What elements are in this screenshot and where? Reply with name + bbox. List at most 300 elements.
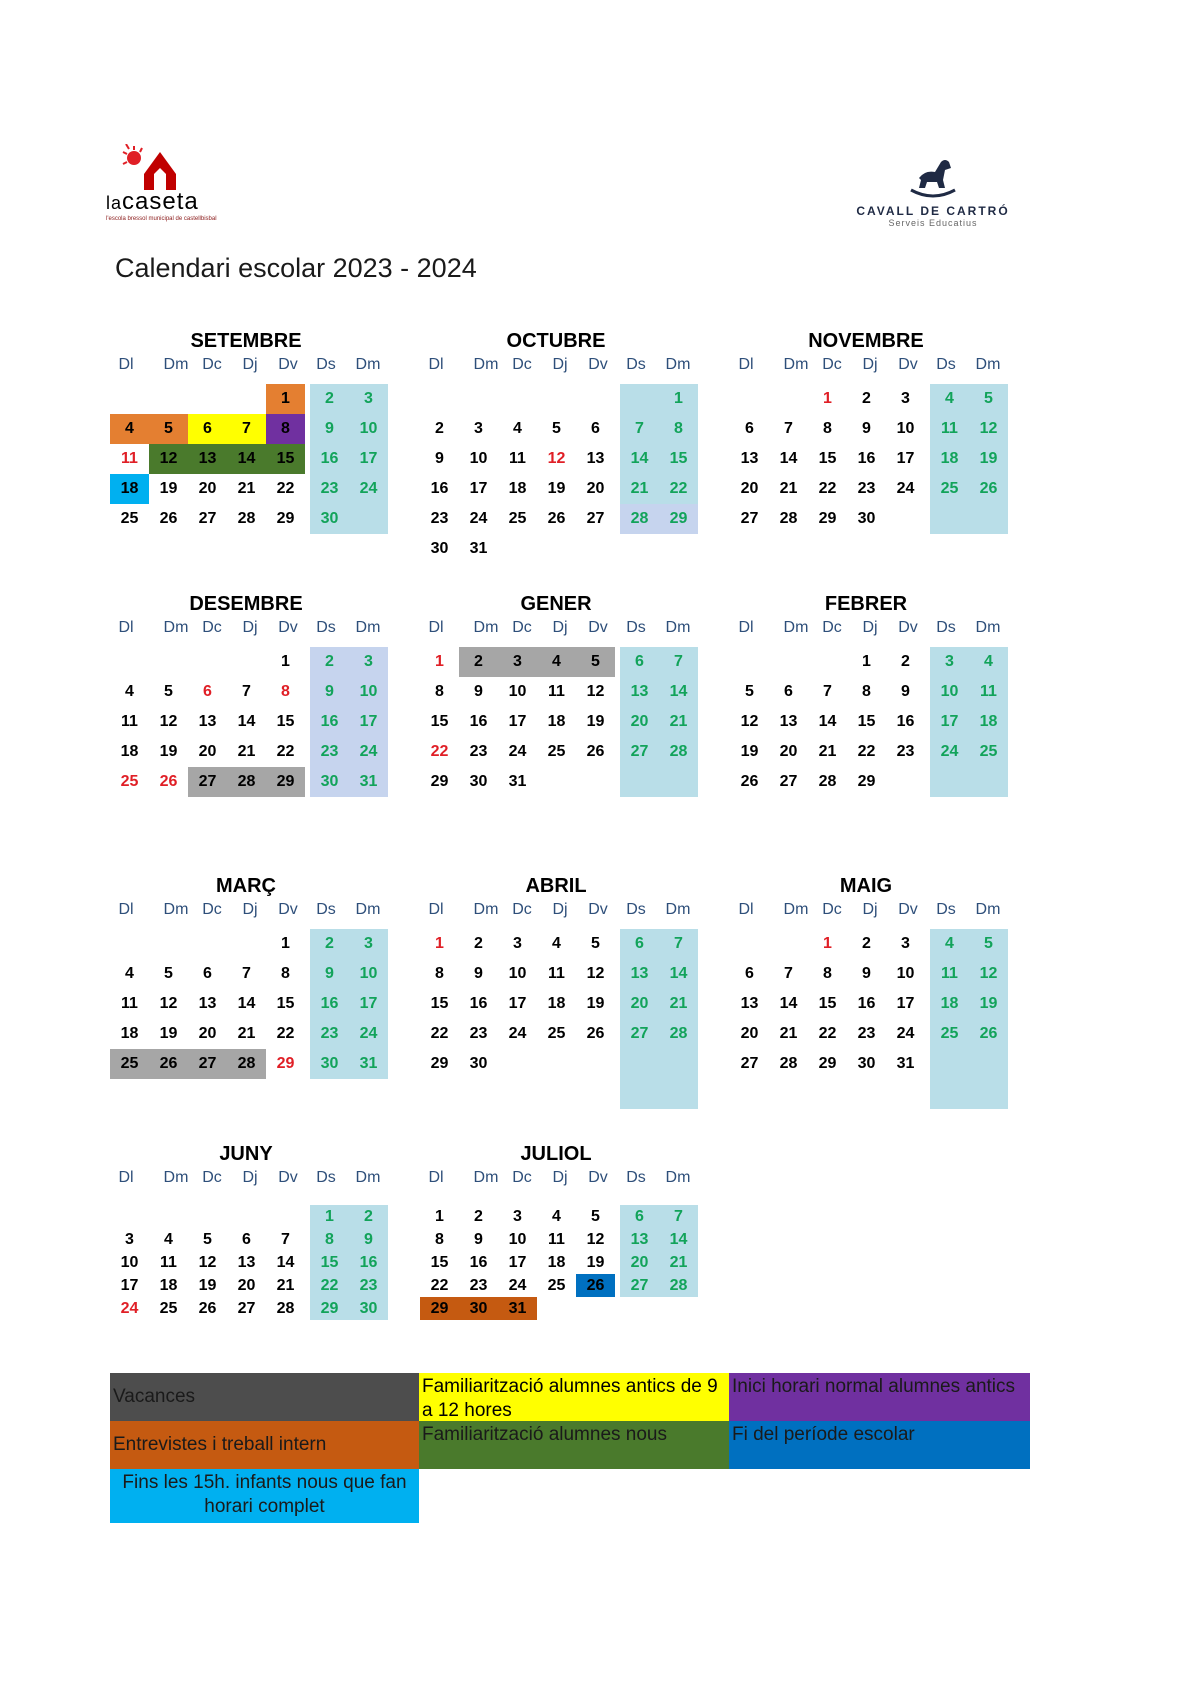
day-cell: 23 (320, 480, 339, 497)
day-cell: 17 (120, 1277, 139, 1294)
day-cell: 26 (979, 1025, 998, 1042)
day-cell: 17 (508, 995, 527, 1012)
legend-inici-horari-normal: Inici horari normal alumnes antics (729, 1373, 1030, 1421)
day-cell: 21 (237, 1025, 256, 1042)
day-cell: 18 (940, 450, 959, 467)
day-cell: 12 (149, 444, 188, 474)
day-cell: 4 (164, 1231, 173, 1248)
day-cell: 27 (237, 1300, 256, 1317)
day-cell: 11 (941, 965, 958, 982)
day-cell: 23 (469, 743, 488, 760)
day-cell: 18 (110, 474, 149, 504)
day-cell: 10 (508, 683, 527, 700)
day-cell: 4 (513, 420, 522, 437)
day-cell: 19 (159, 480, 178, 497)
day-cell: 30 (469, 1055, 488, 1072)
day-cell: 18 (547, 1254, 566, 1271)
day-cell: 1 (435, 935, 444, 952)
day-header: Ds (316, 1169, 336, 1186)
day-cell: 17 (469, 480, 488, 497)
day-cell: 10 (508, 965, 527, 982)
day-cell: 25 (940, 1025, 959, 1042)
day-cell: 26 (159, 510, 178, 527)
day-cell: 29 (276, 1055, 295, 1072)
day-cell: 10 (359, 965, 378, 982)
day-header: Dm (665, 901, 691, 918)
day-cell: 3 (364, 390, 373, 407)
day-cell: 2 (862, 935, 871, 952)
day-cell: 2 (901, 653, 910, 670)
day-cell: 28 (276, 1300, 295, 1317)
day-cell: 17 (359, 995, 378, 1012)
day-header: Dv (278, 1169, 298, 1186)
day-cell: 1 (823, 390, 832, 407)
day-cell: 18 (940, 995, 959, 1012)
day-cell: 20 (630, 713, 649, 730)
day-cell: 12 (547, 450, 566, 467)
day-cell: 20 (630, 1254, 649, 1271)
day-cell: 16 (857, 450, 876, 467)
day-cell: 9 (435, 450, 444, 467)
day-cell: 8 (266, 414, 305, 444)
month-name: GENER (520, 593, 592, 615)
day-cell: 17 (896, 995, 915, 1012)
day-cell: 22 (430, 1025, 449, 1042)
day-cell: 26 (740, 773, 759, 790)
day-cell: 6 (745, 965, 754, 982)
day-cell: 24 (896, 480, 915, 497)
day-header: Dm (355, 356, 381, 373)
day-cell: 26 (576, 1274, 615, 1297)
day-cell: 11 (548, 965, 565, 982)
day-cell: 13 (630, 1231, 649, 1248)
day-header: Dj (862, 619, 878, 636)
day-cell: 27 (740, 1055, 759, 1072)
day-cell: 24 (359, 1025, 378, 1042)
day-header: Ds (626, 356, 646, 373)
day-header: Ds (626, 619, 646, 636)
day-cell: 12 (586, 1231, 605, 1248)
day-header: Dl (428, 356, 444, 373)
day-cell: 5 (552, 420, 561, 437)
day-cell: 4 (552, 935, 561, 952)
day-cell: 24 (120, 1300, 139, 1317)
day-cell: 11 (121, 995, 138, 1012)
day-cell: 2 (325, 390, 334, 407)
day-cell: 17 (940, 713, 959, 730)
day-cell: 2 (474, 935, 483, 952)
day-header: Dv (898, 901, 918, 918)
day-cell: 3 (945, 653, 954, 670)
day-cell: 27 (630, 1277, 649, 1294)
day-header: Dm (473, 619, 499, 636)
month-name: JUNY (219, 1143, 273, 1165)
day-cell: 1 (266, 384, 305, 414)
day-cell: 29 (857, 773, 876, 790)
day-cell: 2 (435, 420, 444, 437)
day-cell: 12 (159, 995, 178, 1012)
day-cell: 26 (198, 1300, 217, 1317)
day-cell: 9 (862, 965, 871, 982)
day-header: Ds (626, 901, 646, 918)
legend-fi-periode: Fi del període escolar (729, 1421, 1030, 1469)
day-header: Dc (512, 356, 532, 373)
day-header: Dc (822, 901, 842, 918)
day-cell: 27 (779, 773, 798, 790)
day-cell: 20 (740, 480, 759, 497)
day-cell: 6 (635, 1208, 644, 1225)
day-cell: 20 (198, 743, 217, 760)
day-cell: 4 (125, 683, 134, 700)
la-caseta-logo (104, 144, 234, 224)
day-cell: 21 (818, 743, 837, 760)
day-cell: 2 (364, 1208, 373, 1225)
day-cell: 21 (779, 1025, 798, 1042)
day-header: Dv (588, 1169, 608, 1186)
day-cell: 10 (469, 450, 488, 467)
day-cell: 20 (630, 995, 649, 1012)
day-cell: 28 (227, 1049, 266, 1079)
day-cell: 4 (945, 935, 954, 952)
day-cell: 23 (857, 480, 876, 497)
day-cell: 7 (674, 1208, 683, 1225)
day-cell: 28 (779, 510, 798, 527)
day-cell: 4 (125, 965, 134, 982)
day-cell: 12 (979, 420, 998, 437)
day-cell: 18 (508, 480, 527, 497)
day-cell: 26 (586, 1025, 605, 1042)
day-cell: 9 (901, 683, 910, 700)
month-name: OCTUBRE (506, 330, 606, 352)
day-cell: 20 (198, 480, 217, 497)
day-cell: 27 (188, 1049, 227, 1079)
day-cell: 5 (164, 683, 173, 700)
day-cell: 8 (281, 965, 290, 982)
day-cell: 7 (281, 1231, 290, 1248)
day-cell: 30 (459, 1297, 498, 1320)
day-cell: 22 (276, 743, 295, 760)
day-cell: 12 (586, 683, 605, 700)
day-cell: 3 (474, 420, 483, 437)
month-name: FEBRER (824, 593, 908, 615)
day-cell: 22 (669, 480, 688, 497)
day-cell: 13 (188, 444, 227, 474)
day-cell: 8 (823, 965, 832, 982)
day-cell: 25 (110, 1049, 149, 1079)
day-header: Dc (512, 1169, 532, 1186)
day-header: Ds (626, 1169, 646, 1186)
day-cell: 29 (420, 1297, 459, 1320)
day-cell: 4 (552, 1208, 561, 1225)
month-name: MARÇ (216, 875, 276, 897)
brand-name: caseta (122, 188, 199, 215)
day-cell: 21 (669, 713, 688, 730)
day-cell: 29 (430, 773, 449, 790)
day-header: Dc (822, 356, 842, 373)
day-cell: 18 (547, 995, 566, 1012)
day-header: Dm (665, 619, 691, 636)
day-cell: 3 (901, 390, 910, 407)
day-cell: 3 (901, 935, 910, 952)
day-cell: 29 (430, 1055, 449, 1072)
day-cell: 11 (980, 683, 997, 700)
day-cell: 6 (242, 1231, 251, 1248)
day-cell: 7 (242, 965, 251, 982)
day-cell: 15 (857, 713, 876, 730)
day-header: Dv (588, 356, 608, 373)
day-cell: 19 (979, 450, 998, 467)
day-cell: 16 (469, 995, 488, 1012)
day-cell: 29 (818, 510, 837, 527)
day-cell: 16 (320, 713, 339, 730)
day-header: Dm (975, 619, 1001, 636)
day-cell: 5 (745, 683, 754, 700)
day-cell: 12 (159, 713, 178, 730)
day-header: Dc (512, 901, 532, 918)
day-cell: 28 (227, 767, 266, 797)
day-cell: 24 (508, 743, 527, 760)
day-cell: 23 (896, 743, 915, 760)
day-cell: 15 (818, 450, 837, 467)
day-cell: 16 (320, 450, 339, 467)
day-cell: 20 (237, 1277, 256, 1294)
day-cell: 2 (325, 653, 334, 670)
day-header: Dm (783, 901, 809, 918)
day-cell: 21 (669, 1254, 688, 1271)
day-cell: 19 (586, 1254, 605, 1271)
day-cell: 21 (779, 480, 798, 497)
day-cell: 5 (576, 647, 615, 677)
day-cell: 23 (857, 1025, 876, 1042)
day-cell: 27 (586, 510, 605, 527)
day-header: Dv (588, 901, 608, 918)
day-cell: 24 (508, 1025, 527, 1042)
day-cell: 6 (188, 414, 227, 444)
day-header: Dl (738, 619, 754, 636)
day-cell: 8 (435, 683, 444, 700)
day-cell: 29 (276, 510, 295, 527)
day-cell: 7 (823, 683, 832, 700)
day-cell: 12 (586, 965, 605, 982)
day-cell: 18 (979, 713, 998, 730)
brand-tagline: l'escola bressol municipal de castellbisbal (106, 216, 217, 222)
day-header: Dl (118, 356, 134, 373)
brand-la: la (106, 193, 123, 213)
day-cell: 23 (469, 1277, 488, 1294)
day-cell: 24 (359, 743, 378, 760)
day-cell: 11 (941, 420, 958, 437)
day-cell: 13 (198, 713, 217, 730)
day-cell: 19 (159, 743, 178, 760)
day-cell: 3 (513, 935, 522, 952)
day-cell: 9 (325, 965, 334, 982)
day-header: Dv (278, 901, 298, 918)
legend-fins-15h: Fins les 15h. infants nous que fan horari complet (110, 1469, 419, 1523)
day-header: Dc (202, 901, 222, 918)
day-cell: 21 (237, 743, 256, 760)
day-header: Dc (202, 356, 222, 373)
day-cell: 6 (784, 683, 793, 700)
day-cell: 25 (547, 1277, 566, 1294)
day-cell: 27 (630, 1025, 649, 1042)
day-cell: 18 (120, 743, 139, 760)
day-cell: 15 (430, 1254, 449, 1271)
day-cell: 9 (474, 965, 483, 982)
day-cell: 26 (979, 480, 998, 497)
day-cell: 28 (620, 504, 659, 534)
day-cell: 30 (857, 1055, 876, 1072)
day-cell: 28 (237, 510, 256, 527)
day-cell: 14 (779, 995, 798, 1012)
day-cell: 19 (979, 995, 998, 1012)
day-cell: 30 (320, 1055, 339, 1072)
day-cell: 19 (586, 713, 605, 730)
day-header: Dv (278, 619, 298, 636)
page-title: Calendari escolar 2023 - 2024 (115, 253, 477, 283)
day-cell: 7 (674, 653, 683, 670)
day-cell: 16 (469, 1254, 488, 1271)
day-header: Dl (118, 619, 134, 636)
day-cell: 30 (857, 510, 876, 527)
day-cell: 11 (509, 450, 526, 467)
day-cell: 9 (364, 1231, 373, 1248)
day-cell: 5 (591, 935, 600, 952)
day-cell: 29 (266, 767, 305, 797)
day-header: Dm (665, 356, 691, 373)
day-cell: 3 (498, 647, 537, 677)
day-header: Dm (163, 619, 189, 636)
day-header: Dc (512, 619, 532, 636)
day-cell: 10 (120, 1254, 139, 1271)
day-cell: 19 (740, 743, 759, 760)
day-header: Dv (898, 356, 918, 373)
day-cell: 4 (110, 414, 149, 444)
day-cell: 13 (630, 965, 649, 982)
day-cell: 24 (896, 1025, 915, 1042)
day-cell: 23 (320, 1025, 339, 1042)
day-header: Dm (163, 356, 189, 373)
day-cell: 14 (669, 965, 688, 982)
day-cell: 18 (120, 1025, 139, 1042)
day-header: Dm (163, 901, 189, 918)
day-cell: 21 (237, 480, 256, 497)
day-header: Dc (822, 619, 842, 636)
day-cell: 17 (359, 450, 378, 467)
day-cell: 28 (669, 743, 688, 760)
day-cell: 5 (164, 965, 173, 982)
day-cell: 27 (740, 510, 759, 527)
day-cell: 18 (547, 713, 566, 730)
day-cell: 14 (630, 450, 649, 467)
day-cell: 24 (940, 743, 959, 760)
day-cell: 8 (435, 1231, 444, 1248)
day-cell: 8 (325, 1231, 334, 1248)
day-cell: 5 (149, 414, 188, 444)
day-cell: 8 (823, 420, 832, 437)
day-cell: 25 (547, 743, 566, 760)
day-cell: 28 (669, 1025, 688, 1042)
day-cell: 30 (320, 510, 339, 527)
day-header: Dm (665, 1169, 691, 1186)
day-cell: 25 (940, 480, 959, 497)
day-header: Dm (473, 1169, 499, 1186)
day-cell: 1 (823, 935, 832, 952)
day-cell: 9 (474, 1231, 483, 1248)
day-cell: 25 (979, 743, 998, 760)
day-cell: 21 (276, 1277, 295, 1294)
day-header: Ds (316, 619, 336, 636)
day-cell: 2 (325, 935, 334, 952)
day-cell: 13 (779, 713, 798, 730)
rocking-horse-icon (905, 156, 961, 200)
day-cell: 2 (459, 647, 498, 677)
day-cell: 22 (430, 1277, 449, 1294)
day-cell: 21 (630, 480, 649, 497)
day-cell: 3 (364, 935, 373, 952)
day-cell: 8 (862, 683, 871, 700)
day-cell: 8 (281, 683, 290, 700)
day-cell: 31 (896, 1055, 915, 1072)
day-cell: 28 (669, 1277, 688, 1294)
day-cell: 16 (857, 995, 876, 1012)
day-header: Dc (202, 619, 222, 636)
day-cell: 25 (120, 773, 139, 790)
day-header: Dv (278, 356, 298, 373)
day-header: Dj (242, 1169, 258, 1186)
day-cell: 20 (198, 1025, 217, 1042)
day-cell: 13 (237, 1254, 256, 1271)
day-cell: 15 (276, 713, 295, 730)
day-cell: 11 (160, 1254, 177, 1271)
day-cell: 4 (537, 647, 576, 677)
day-cell: 30 (430, 540, 449, 557)
day-cell: 7 (227, 414, 266, 444)
day-cell: 7 (242, 683, 251, 700)
day-cell: 12 (740, 713, 759, 730)
day-cell: 6 (635, 653, 644, 670)
day-cell: 26 (586, 743, 605, 760)
day-cell: 27 (188, 767, 227, 797)
day-header: Dl (428, 619, 444, 636)
day-cell: 14 (237, 713, 256, 730)
brand-sub-right: Serveis Educatius (888, 218, 978, 228)
day-cell: 13 (198, 995, 217, 1012)
day-cell: 5 (591, 1208, 600, 1225)
day-cell: 5 (984, 935, 993, 952)
legend-familiaritzacio-antics: Familiarització alumnes antics de 9 a 12 hores (419, 1373, 729, 1421)
day-cell: 20 (779, 743, 798, 760)
day-cell: 19 (547, 480, 566, 497)
day-header: Dj (552, 356, 568, 373)
day-cell: 1 (325, 1208, 334, 1225)
day-cell: 30 (359, 1300, 378, 1317)
day-cell: 15 (430, 995, 449, 1012)
day-cell: 22 (276, 1025, 295, 1042)
day-cell: 22 (857, 743, 876, 760)
day-cell: 10 (508, 1231, 527, 1248)
day-cell: 25 (508, 510, 527, 527)
day-cell: 23 (430, 510, 449, 527)
cavall-de-cartro-logo (848, 156, 1018, 236)
day-cell: 7 (784, 420, 793, 437)
day-header: Dj (552, 901, 568, 918)
day-header: Dm (163, 1169, 189, 1186)
day-cell: 11 (548, 683, 565, 700)
day-cell: 17 (896, 450, 915, 467)
day-header: Ds (936, 619, 956, 636)
day-header: Dj (552, 1169, 568, 1186)
day-cell: 29 (320, 1300, 339, 1317)
